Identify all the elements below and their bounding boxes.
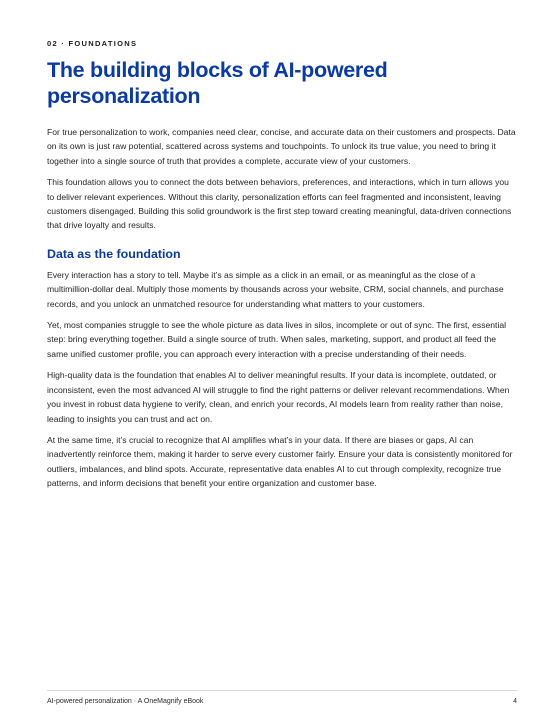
body-paragraph: At the same time, it’s crucial to recognize that AI amplifies what’s in your data. If there are biases or gaps, AI can inadvertently reinforce them, making it harder to serve every customer fairly. Ensure your data is consistently monitored for outliers, imbalances, and blind spots. Accurate, representative data enables AI to cut through complexity, recognize true patterns, and inform decisions that benefit your entire organization and customer base. [47,434,513,489]
footer-publication-label: AI-powered personalization · A OneMagnify eBook [47,698,204,705]
page-content [47,38,517,498]
section-eyebrow: 02 · FOUNDATIONS [47,39,138,48]
section-heading: Data as the foundation [47,246,181,261]
body-paragraph: Yet, most companies struggle to see the whole picture as data lives in silos, incomplete or out of sync. The first, essential step: bring everything together. Build a single source of truth. When sales, marketing, support, and product all feed the same unified customer profile, you can approach every interaction with a precise understanding of their needs. [47,320,507,359]
body-paragraph: Every interaction has a story to tell. Maybe it’s as simple as a click in an email, or as meaningful as the close of a multimillion-dollar deal. Multiply those moments by thousands across your website, CRM, social channels, and purchase records, and you unlock an unmatched resource for understanding what matters to your customers. [47,269,504,309]
footer-divider [47,690,517,691]
page-number: 4 [513,698,517,705]
page-title: The building blocks of AI-powered personalization [47,58,388,108]
intro-paragraph: For true personalization to work, companies need clear, concise, and accurate data on their customers and prospects. Data on its own is just raw potential, scattered across systems and touchpoints. To unlock its true value, you need to bring it together into a single source of truth that provides a complete, accurate view of your customers. [47,127,516,166]
intro-paragraph: This foundation allows you to connect the dots between behaviors, preferences, and interactions, which in turn allows you to deliver relevant experiences. Without this clarity, personalization efforts can feel fragmented and inconsistent, leaving customers disengaged. Building this solid groundwork is the first step toward creating meaningful, data-driven connections that drive loyalty and results. [47,177,512,231]
body-paragraph: High-quality data is the foundation that enables AI to deliver meaningful results. If your data is incomplete, outdated, or inconsistent, even the most advanced AI will struggle to find the right patterns or deliver relevant recommendations. When you invest in robust data hygiene to verify, clean, and enrich your records, AI models learn from reality rather than noise, leading to insights you can trust and act on. [47,370,510,424]
